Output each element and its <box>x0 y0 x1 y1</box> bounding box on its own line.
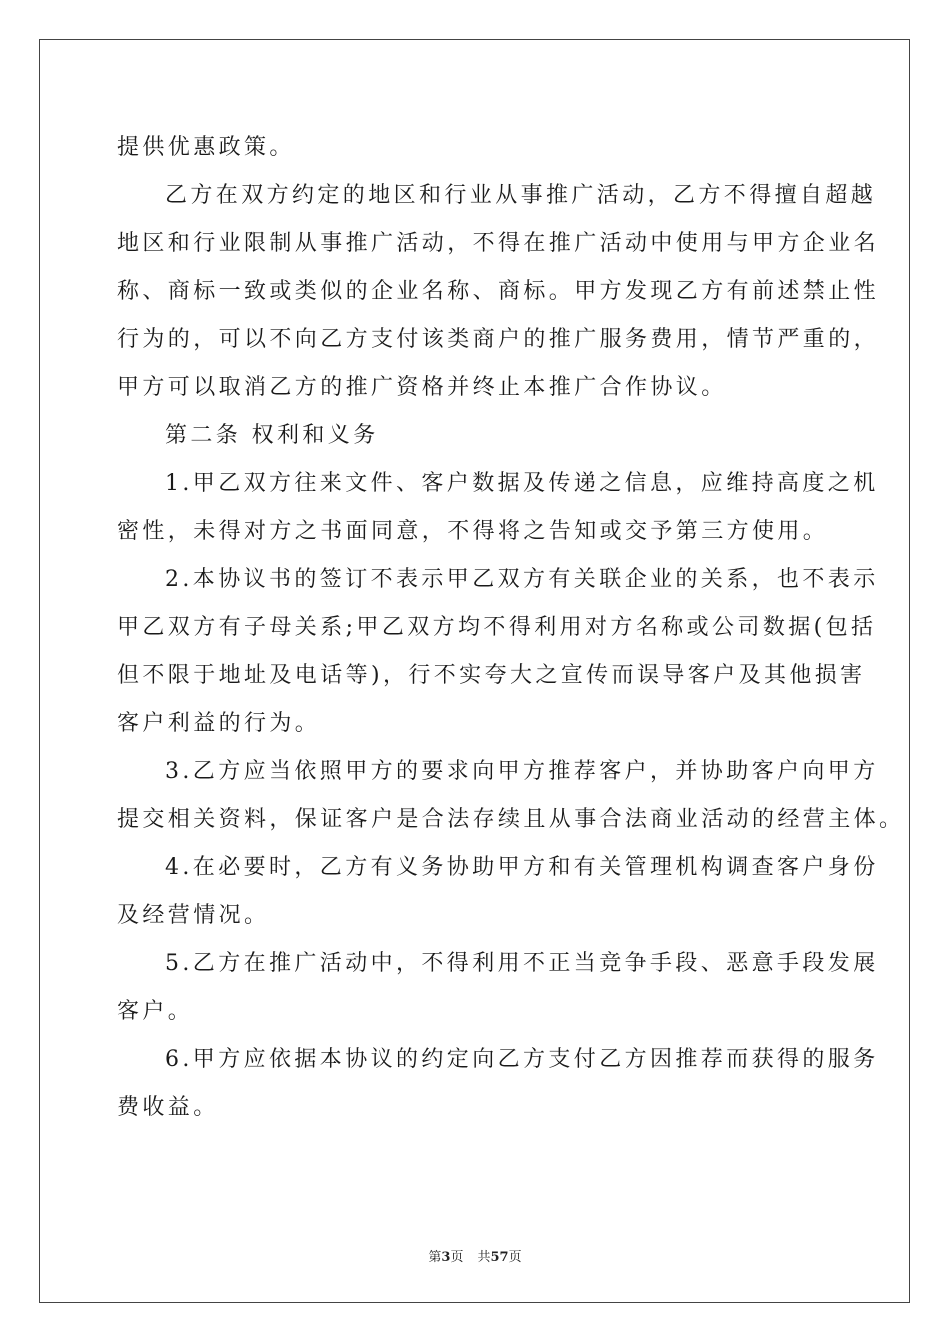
page-footer <box>0 1246 950 1265</box>
section-heading: 第二条 权利和义务 <box>165 423 379 448</box>
text-line: 甲乙双方有子母关系;甲乙双方均不得利用对方名称或公司数据(包括 <box>117 615 877 640</box>
text-line: 提交相关资料，保证客户是合法存续且从事合法商业活动的经营主体。 <box>117 807 905 832</box>
text-line: 提供优惠政策。 <box>117 135 295 160</box>
text-line: 4.在必要时，乙方有义务协助甲方和有关管理机构调查客户身份 <box>165 855 879 880</box>
page-prefix: 第 <box>428 1250 442 1265</box>
text-line: 称、商标一致或类似的企业名称、商标。甲方发现乙方有前述禁止性 <box>117 279 880 304</box>
text-line: 2.本协议书的签订不表示甲乙双方有关联企业的关系，也不表示 <box>165 567 879 592</box>
page-suffix: 页 <box>450 1250 464 1265</box>
page-number: 3 <box>441 1250 451 1265</box>
text-line: 及经营情况。 <box>117 903 270 928</box>
text-line: 甲方可以取消乙方的推广资格并终止本推广合作协议。 <box>117 375 727 400</box>
text-line: 客户。 <box>117 999 194 1024</box>
text-line: 但不限于地址及电话等)，行不实夸大之宣传而误导客户及其他损害 <box>117 663 866 688</box>
text-line: 地区和行业限制从事推广活动，不得在推广活动中使用与甲方企业名 <box>117 231 880 256</box>
total-pages: 57 <box>490 1250 509 1265</box>
text-line: 乙方在双方约定的地区和行业从事推广活动，乙方不得擅自超越 <box>165 183 877 208</box>
document-body <box>117 124 905 1132</box>
text-line: 行为的，可以不向乙方支付该类商户的推广服务费用，情节严重的， <box>117 327 880 352</box>
total-suffix: 页 <box>508 1250 522 1265</box>
text-line: 费收益。 <box>117 1095 219 1120</box>
text-line: 5.乙方在推广活动中，不得利用不正当竞争手段、恶意手段发展 <box>165 951 879 976</box>
text-line: 密性，未得对方之书面同意，不得将之告知或交予第三方使用。 <box>117 519 829 544</box>
text-line: 客户利益的行为。 <box>117 711 321 736</box>
text-line: 6.甲方应依据本协议的约定向乙方支付乙方因推荐而获得的服务 <box>165 1047 879 1072</box>
text-line: 3.乙方应当依照甲方的要求向甲方推荐客户，并协助客户向甲方 <box>165 759 879 784</box>
total-prefix: 共 <box>477 1250 491 1265</box>
text-line: 1.甲乙双方往来文件、客户数据及传递之信息，应维持高度之机 <box>165 471 879 496</box>
